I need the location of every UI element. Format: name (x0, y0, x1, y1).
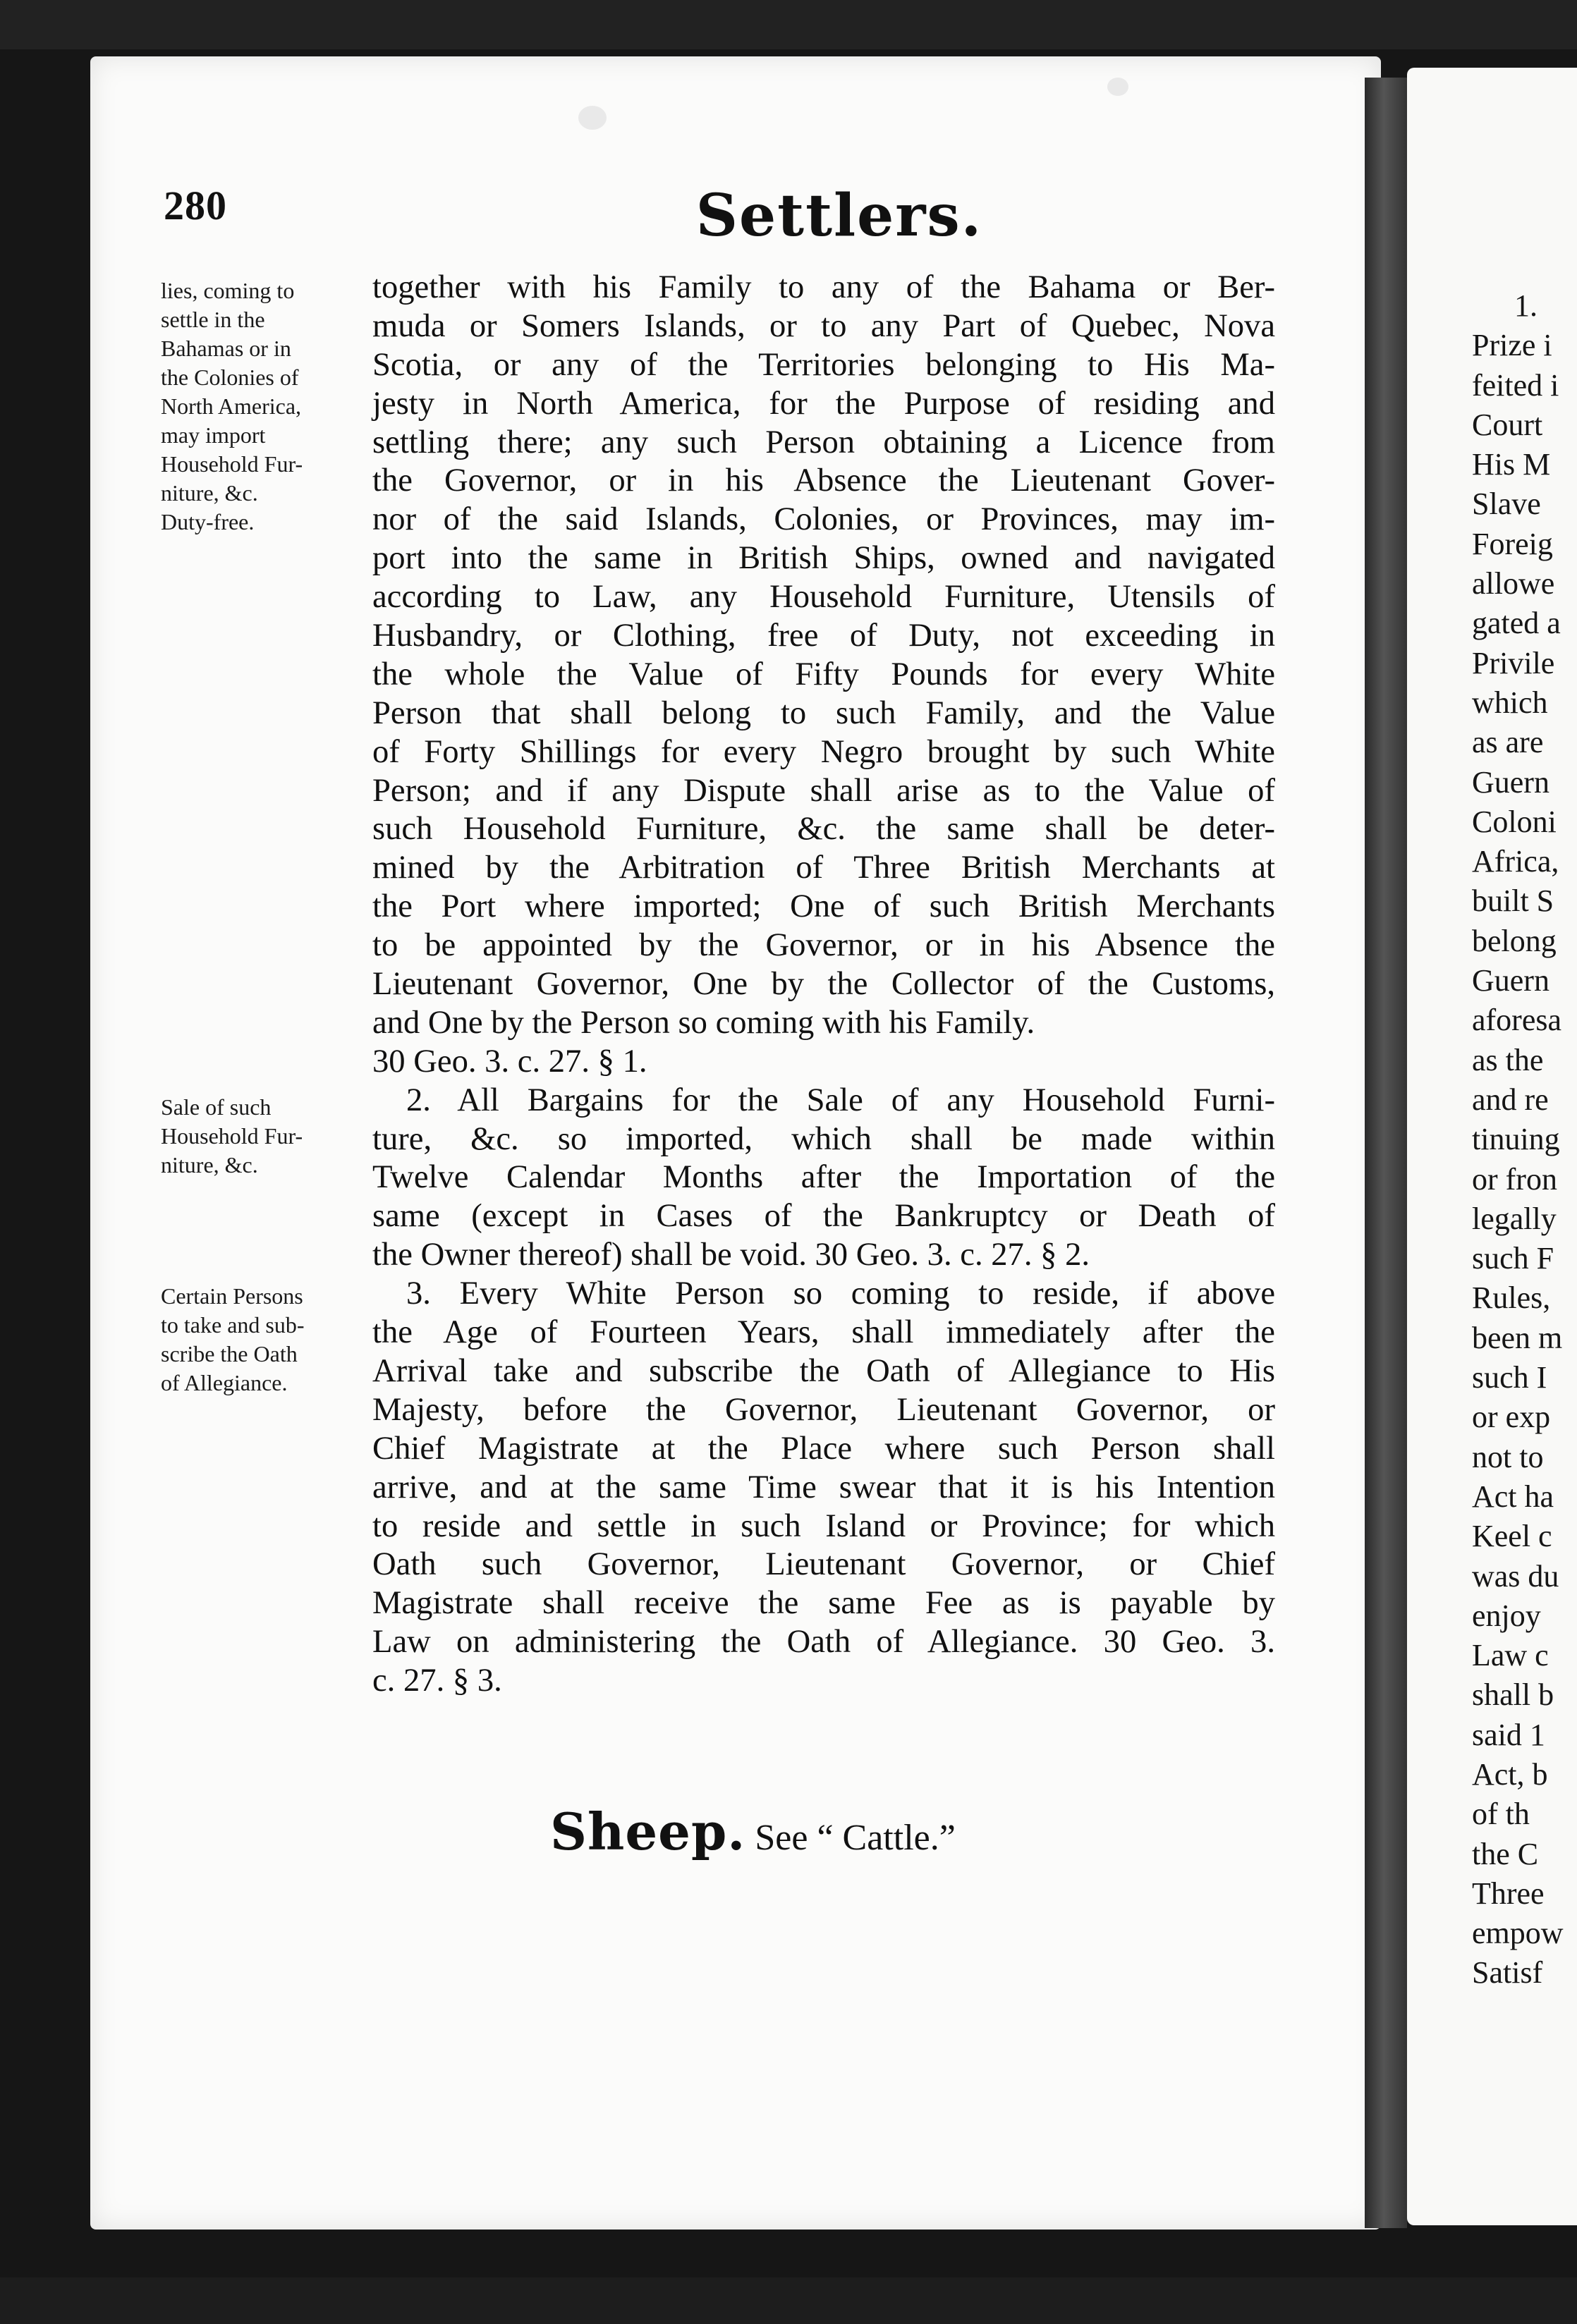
facing-text-line: such I (1472, 1360, 1547, 1395)
facing-text-line: the C (1472, 1836, 1539, 1871)
text-line: Lieutenant Governor, One by the Collector of the Customs, (372, 965, 1275, 1003)
scan-blemish (578, 106, 607, 130)
facing-text-line: Prize i (1472, 328, 1552, 363)
facing-text-line: enjoy (1472, 1598, 1541, 1633)
facing-text-line: of th (1472, 1797, 1530, 1832)
facing-text-line: Slave (1472, 487, 1541, 522)
margin-note-line: scribe the Oath (161, 1341, 298, 1366)
text-line: port into the same in British Ships, owned and navigated (372, 539, 1275, 577)
text-line: muda or Somers Islands, or to any Part of Quebec, Nova (372, 307, 1275, 344)
text-line: the Owner thereof) shall be void. 30 Geo. 3. c. 27. § 2. (372, 1236, 1090, 1273)
facing-text-line: shall b (1472, 1677, 1554, 1713)
facing-text-line: 1. (1514, 288, 1538, 323)
text-line: c. 27. § 3. (372, 1662, 502, 1699)
text-line: Arrival take and subscribe the Oath of Allegiance to His (372, 1352, 1275, 1389)
facing-text-line: Privile (1472, 645, 1555, 680)
facing-text-line: Rules, (1472, 1280, 1551, 1316)
facing-text-line: allowe (1472, 566, 1555, 601)
text-line: nor of the said Islands, Colonies, or Provinces, may im- (372, 501, 1275, 538)
text-line: Magistrate shall receive the same Fee as is payable by (372, 1584, 1275, 1622)
facing-text-line: gated a (1472, 606, 1561, 641)
facing-page (1407, 68, 1577, 2225)
facing-text-line: feited i (1472, 367, 1559, 403)
margin-note-sale (161, 1093, 346, 1180)
body-text (372, 268, 1275, 1700)
text-line: Chief Magistrate at the Place where such Person shall (372, 1429, 1275, 1467)
margin-note-line: may import (161, 422, 266, 448)
text-line: 2. All Bargains for the Sale of any Household Furni- (406, 1081, 1275, 1118)
facing-text-line: belong (1472, 923, 1557, 958)
facing-text-line: Keel c (1472, 1519, 1552, 1554)
facing-text-line: tinuing (1472, 1122, 1560, 1157)
facing-text-line: or fron (1472, 1161, 1557, 1197)
facing-text-line: Three (1472, 1876, 1545, 1911)
facing-text-line: was du (1472, 1558, 1559, 1594)
cross-reference-heading: Sheep. (550, 1802, 746, 1861)
text-line: ture, &c. so imported, which shall be made within (372, 1120, 1275, 1157)
margin-note-line: North America, (161, 393, 302, 419)
margin-note-line: Sale of such (161, 1094, 272, 1120)
cross-reference (550, 1802, 1185, 1861)
facing-text-line: Act ha (1472, 1479, 1554, 1514)
film-strip-top (0, 0, 1577, 49)
text-line: arrive, and at the same Time swear that it is his Intention (372, 1468, 1275, 1505)
scan-blemish (1107, 78, 1128, 96)
film-strip-bottom (0, 2277, 1577, 2324)
margin-note-line: settle in the (161, 307, 265, 332)
facing-text-line: Act, b (1472, 1756, 1548, 1792)
facing-text-line: or exp (1472, 1400, 1551, 1435)
page-number: 280 (164, 183, 227, 228)
facing-text-line: which (1472, 685, 1548, 720)
text-line: settling there; any such Person obtaining a Licence from (372, 423, 1275, 460)
facing-text-line: and re (1472, 1082, 1549, 1117)
facing-text-line: empow (1472, 1916, 1564, 1951)
margin-note-line: niture, &c. (161, 1152, 258, 1178)
margin-note-line: the Colonies of (161, 365, 299, 390)
margin-note-line: Household Fur- (161, 451, 303, 477)
facing-text-line: as are (1472, 725, 1544, 760)
text-line: Law on administering the Oath of Allegiance. 30 Geo. 3. (372, 1623, 1275, 1661)
margin-note-line: Certain Persons (161, 1283, 303, 1309)
margin-note-line: lies, coming to (161, 278, 295, 303)
facing-text-line: such F (1472, 1241, 1554, 1276)
facing-text-line: His M (1472, 447, 1551, 482)
text-line: Scotia, or any of the Territories belonging to His Ma- (372, 345, 1275, 383)
facing-text-line: not to (1472, 1439, 1544, 1474)
margin-note-oath (161, 1282, 346, 1398)
text-line: the whole the Value of Fifty Pounds for every White (372, 655, 1275, 692)
text-line: Husbandry, or Clothing, free of Duty, not exceeding in (372, 617, 1275, 654)
running-head: Settlers. (695, 182, 983, 250)
facing-text-line: been m (1472, 1320, 1563, 1355)
text-line: 3. Every White Person so coming to reside, if above (406, 1275, 1275, 1312)
margin-note-line: Bahamas or in (161, 336, 291, 361)
text-line: Majesty, before the Governor, Lieutenant Governor, or (372, 1390, 1275, 1428)
facing-text-line: legally (1472, 1201, 1557, 1236)
facing-text-line: Court (1472, 407, 1543, 442)
text-line: the Governor, or in his Absence the Lieutenant Gover- (372, 462, 1275, 499)
facing-text-line: aforesa (1472, 1003, 1562, 1038)
text-line: Person; and if any Dispute shall arise as to the Value of (372, 771, 1275, 809)
text-line: Twelve Calendar Months after the Importation of the (372, 1158, 1275, 1196)
book-gutter (1365, 78, 1407, 2228)
text-line: jesty in North America, for the Purpose of residing and (372, 384, 1275, 422)
text-line: same (except in Cases of the Bankruptcy or Death of (372, 1197, 1275, 1235)
cross-reference-text: See “ Cattle.” (755, 1818, 956, 1858)
margin-note-line: niture, &c. (161, 480, 258, 506)
text-line: such Household Furniture, &c. the same shall be deter- (372, 810, 1275, 848)
text-line: to be appointed by the Governor, or in his Absence the (372, 926, 1275, 964)
facing-text-line: Coloni (1472, 804, 1557, 839)
text-line: and One by the Person so coming with his Family. (372, 1003, 1035, 1041)
text-line: 30 Geo. 3. c. 27. § 1. (372, 1042, 647, 1080)
text-line: Person that shall belong to such Family, and the Value (372, 694, 1275, 731)
text-line: together with his Family to any of the Bahama or Ber- (372, 269, 1275, 305)
facing-text-line: said 1 (1472, 1717, 1545, 1752)
margin-note-line: Household Fur- (161, 1123, 303, 1149)
facing-text-line: Law c (1472, 1638, 1549, 1673)
margin-note-line: of Allegiance. (161, 1370, 288, 1395)
text-line: according to Law, any Household Furniture, Utensils of (372, 578, 1275, 616)
margin-note-line: to take and sub- (161, 1312, 305, 1338)
facing-page-text (1472, 286, 1577, 1993)
text-line: to reside and settle in such Island or Province; for which (372, 1507, 1275, 1544)
facing-text-line: as the (1472, 1042, 1544, 1077)
facing-text-line: built S (1472, 883, 1554, 919)
facing-text-line: Guern (1472, 764, 1549, 800)
text-line: of Forty Shillings for every Negro brought by such White (372, 733, 1275, 770)
facing-text-line: Guern (1472, 963, 1549, 998)
text-line: Oath such Governor, Lieutenant Governor, or Chief (372, 1546, 1275, 1583)
facing-text-line: Africa, (1472, 844, 1559, 879)
margin-note-import (161, 276, 346, 537)
text-line: the Port where imported; One of such British Merchants (372, 888, 1275, 925)
margin-note-line: Duty-free. (161, 509, 255, 534)
facing-text-line: Satisf (1472, 1955, 1543, 1990)
text-line: the Age of Fourteen Years, shall immediately after the (372, 1314, 1275, 1351)
facing-text-line: Foreig (1472, 526, 1553, 561)
text-line: mined by the Arbitration of Three British Merchants at (372, 849, 1275, 886)
